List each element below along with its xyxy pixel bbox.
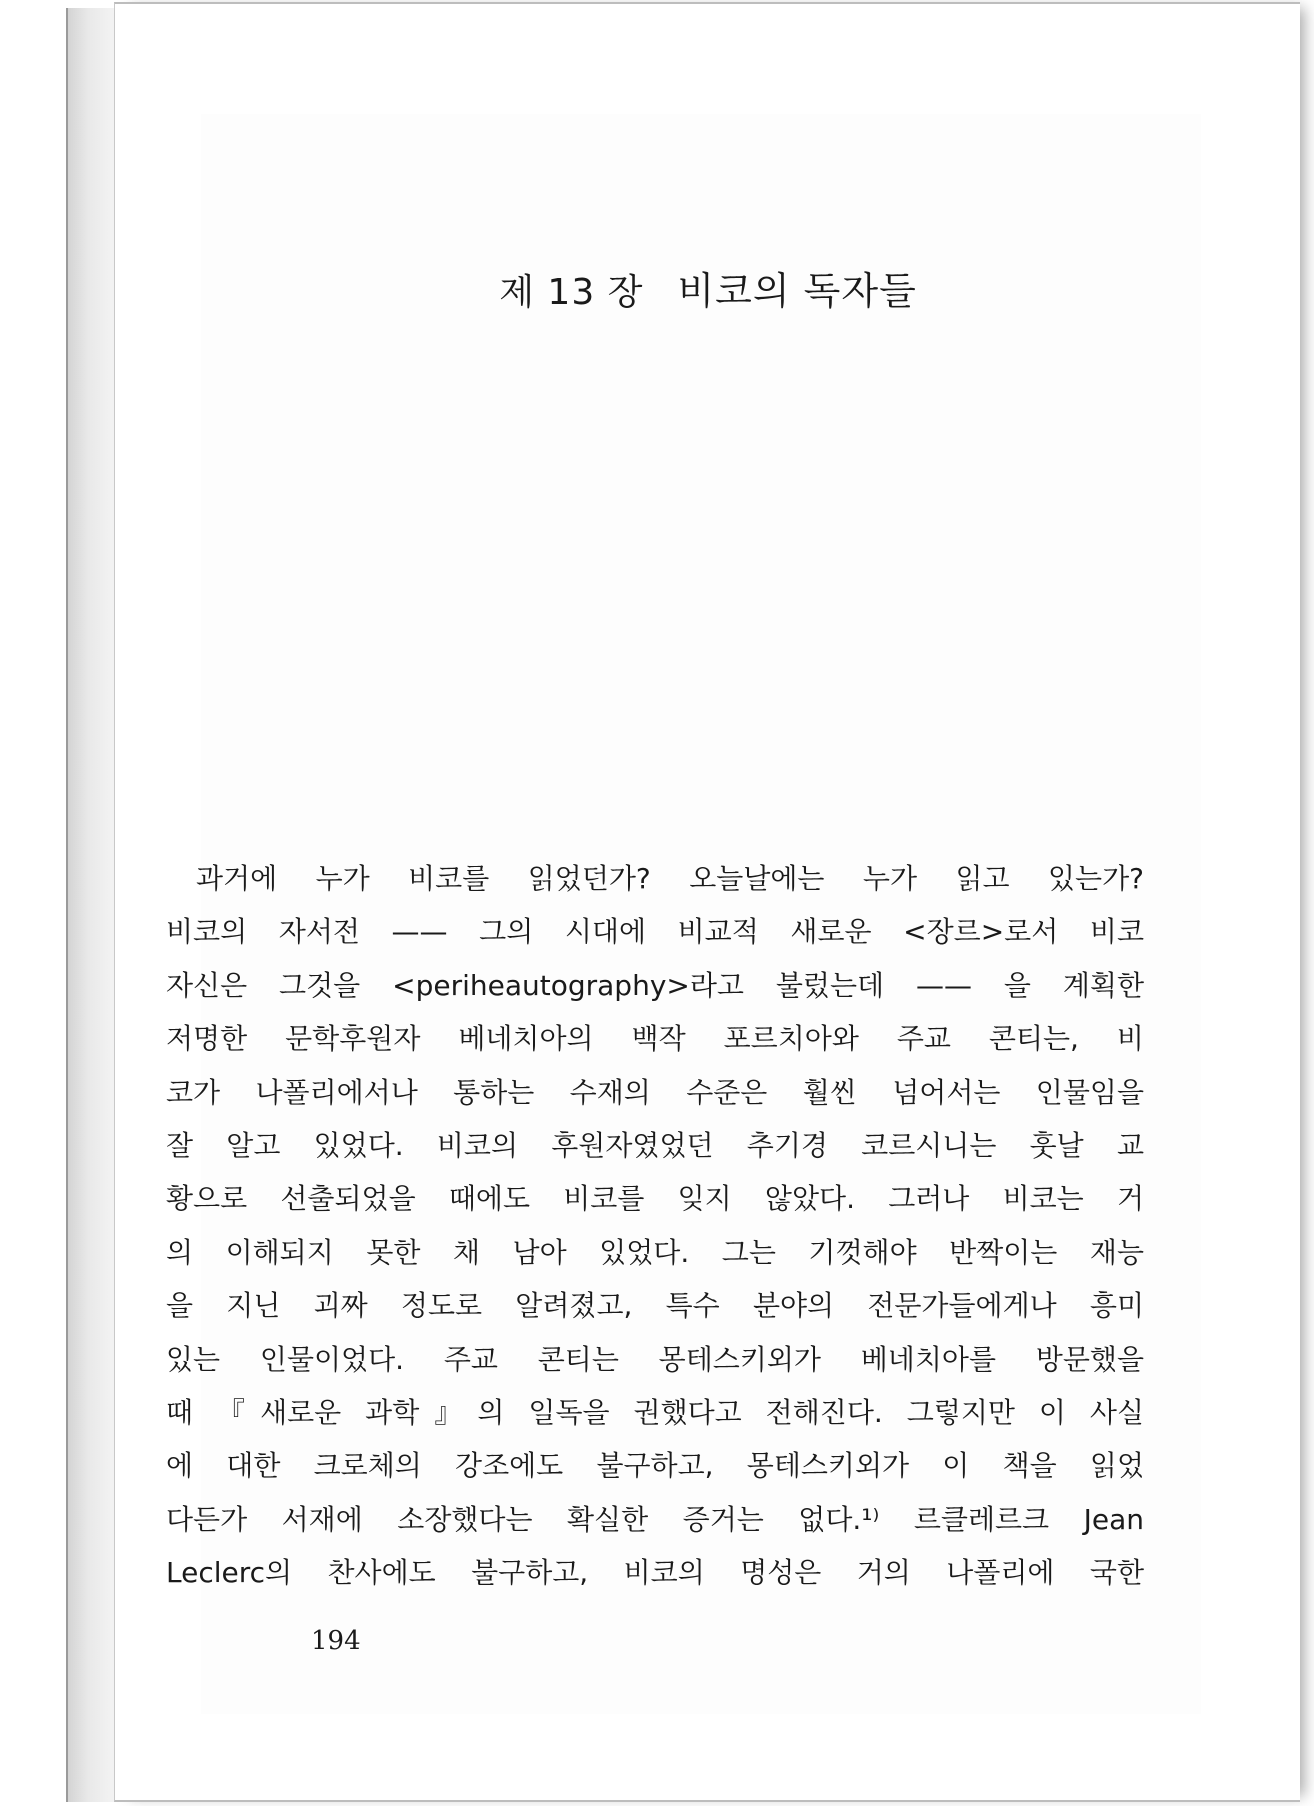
paragraph-line: 때 『새로운 과학』의 일독을 권했다고 전해진다. 그렇지만 이 사실 xyxy=(166,1395,1144,1429)
paragraph-line: 비코의 자서전 —— 그의 시대에 비교적 새로운 <장르>로서 비코 xyxy=(166,915,1144,949)
chapter-number: 제 13 장 xyxy=(499,272,644,313)
paragraph-line: 코가 나폴리에서나 통하는 수재의 수준은 훨씬 넘어서는 인물임을 xyxy=(166,1075,1144,1109)
paragraph-line: 을 지닌 괴짜 정도로 알려졌고, 특수 분야의 전문가들에게나 흥미 xyxy=(166,1289,1144,1323)
chapter-heading xyxy=(115,260,1301,315)
body-paragraph xyxy=(166,852,1144,1599)
paragraph-line: 의 이해되지 못한 채 남아 있었다. 그는 기껏해야 반짝이는 재능 xyxy=(166,1235,1144,1269)
paragraph-line: 에 대한 크로체의 강조에도 불구하고, 몽테스키외가 이 책을 읽었 xyxy=(166,1449,1144,1483)
book-spine xyxy=(66,8,114,1802)
page-number: 194 xyxy=(311,1626,361,1656)
paragraph-line: 있는 인물이었다. 주교 콘티는 몽테스키외가 베네치아를 방문했을 xyxy=(166,1342,1144,1376)
paragraph-line: 과거에 누가 비코를 읽었던가? 오늘날에는 누가 읽고 있는가? xyxy=(196,862,1144,895)
paragraph-line: 다든가 서재에 소장했다는 확실한 증거는 없다.¹⁾ 르클레르크 Jean xyxy=(166,1502,1144,1536)
paragraph-line: 잘 알고 있었다. 비코의 후원자였었던 추기경 코르시니는 훗날 교 xyxy=(166,1128,1144,1162)
paragraph-line: 황으로 선출되었을 때에도 비코를 잊지 않았다. 그러나 비코는 거 xyxy=(166,1182,1144,1216)
paragraph-line: Leclerc의 찬사에도 불구하고, 비코의 명성은 거의 나폴리에 국한 xyxy=(166,1556,1144,1590)
paragraph-line: 저명한 문학후원자 베네치아의 백작 포르치아와 주교 콘티는, 비 xyxy=(166,1022,1144,1056)
paragraph-line: 자신은 그것을 <periheautography>라고 불렀는데 —— 을 계획한 xyxy=(166,968,1144,1002)
chapter-title: 비코의 독자들 xyxy=(677,269,917,313)
